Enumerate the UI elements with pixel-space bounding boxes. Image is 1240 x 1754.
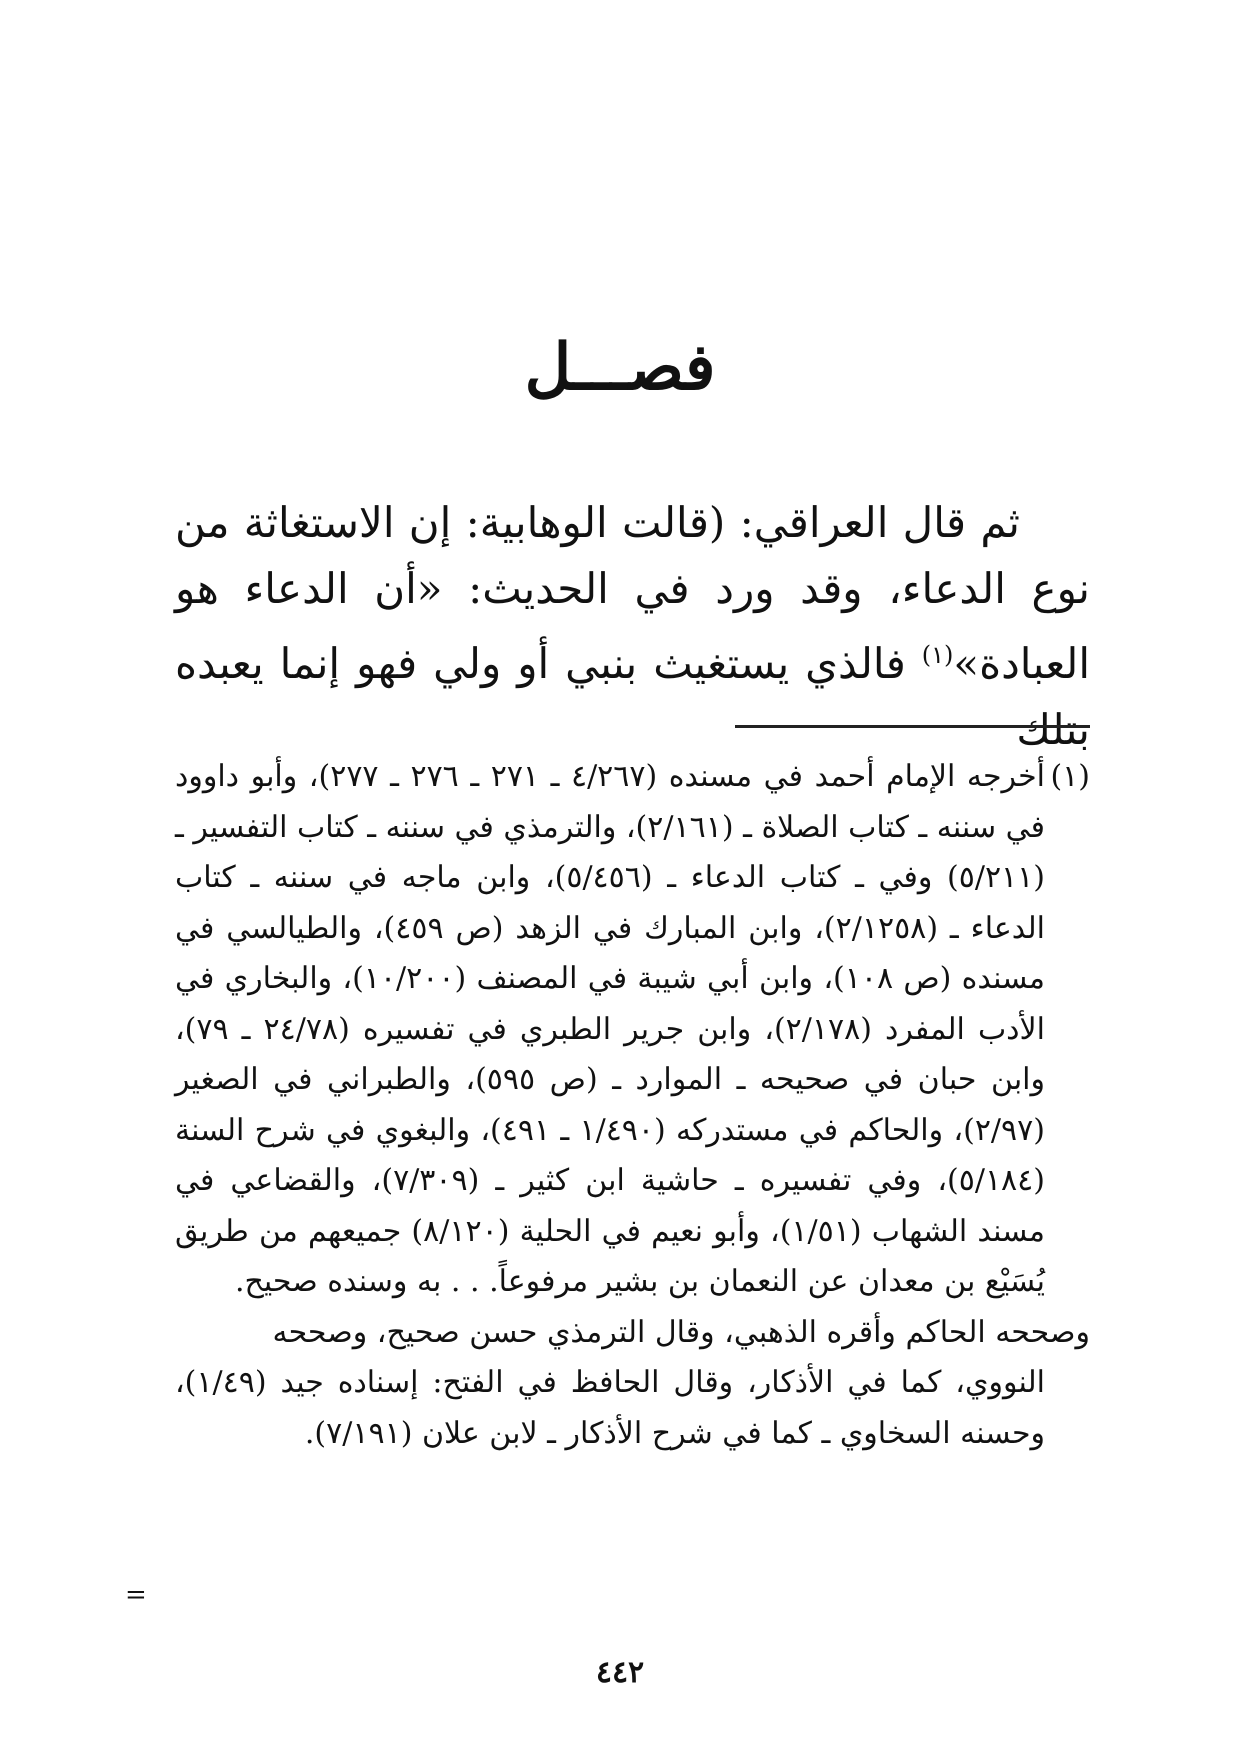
paragraph-text-cont: فالذي يستغيث بنبي أو ولي فهو إنما يعبده بتلك xyxy=(175,639,1090,754)
footnote-separator xyxy=(735,725,1090,728)
footnote-number: (١) xyxy=(1050,759,1090,794)
page-number: ٤٤٢ xyxy=(595,1655,645,1690)
section-heading: فصـــل xyxy=(524,330,716,405)
main-text xyxy=(175,490,1090,763)
paragraph-text: ثم قال العراقي: (قالت الوهابية: إن الاستغاثة من نوع الدعاء، وقد ورد في الحديث: «أن الدعاء هو العبادة» xyxy=(175,498,1090,688)
footnote-1 xyxy=(175,752,1090,1308)
footnote-ref[interactable]: (١) xyxy=(921,641,954,669)
continuation-mark: = xyxy=(125,1580,147,1610)
footnote-text: أخرجه الإمام أحمد في مسنده (٤/٢٦٧ ـ ٢٧١ ـ ٢٧٦ ـ ٢٧٧)، وأبو داوود في سننه ـ كتاب الصلاة ـ (٢/١٦١)، والترمذي في سننه ـ كتاب التفسير ـ (٥/٢١١) وفي ـ كتاب الدعاء ـ (٥/٤٥٦)، وابن ماجه في سننه ـ كتاب الدعاء ـ (٢/١٢٥٨)، وابن المبارك في الزهد (ص ٤٥٩)، والطيالسي في مسنده (ص ١٠٨)، وابن أبي شيبة في المصنف (١٠/٢٠٠)، والبخاري في الأدب المفرد (٢/١٧٨)، وابن جرير الطبري في تفسيره (٢٤/٧٨ ـ ٧٩)، وابن حبان في صحيحه ـ الموارد ـ (ص ٥٩٥)، والطبراني في الصغير (٢/٩٧)، والحاكم في مستدركه (١/٤٩٠ ـ ٤٩١)، والبغوي في شرح السنة (٥/١٨٤)، وفي تفسيره ـ حاشية ابن كثير ـ (٧/٣٠٩)، والقضاعي في مسند الشهاب (١/٥١)، وأبو نعيم في الحلية (٨/١٢٠) جميعهم من طريق يُسَيْع بن معدان عن النعمان بن بشير مرفوعاً. . . به وسنده صحيح. xyxy=(175,759,1046,1299)
footnote-continuation-rest: النووي، كما في الأذكار، وقال الحافظ في الفتح: إسناده جيد (١/٤٩)، وحسنه السخاوي ـ كما في شرح الأذكار ـ لابن علان (٧/١٩١). xyxy=(175,1365,1045,1451)
footnotes xyxy=(175,752,1090,1459)
main-paragraph xyxy=(175,490,1090,763)
footnote-continuation-first: وصححه الحاكم وأقره الذهبي، وقال الترمذي حسن صحيح، وصححه xyxy=(272,1314,1090,1350)
